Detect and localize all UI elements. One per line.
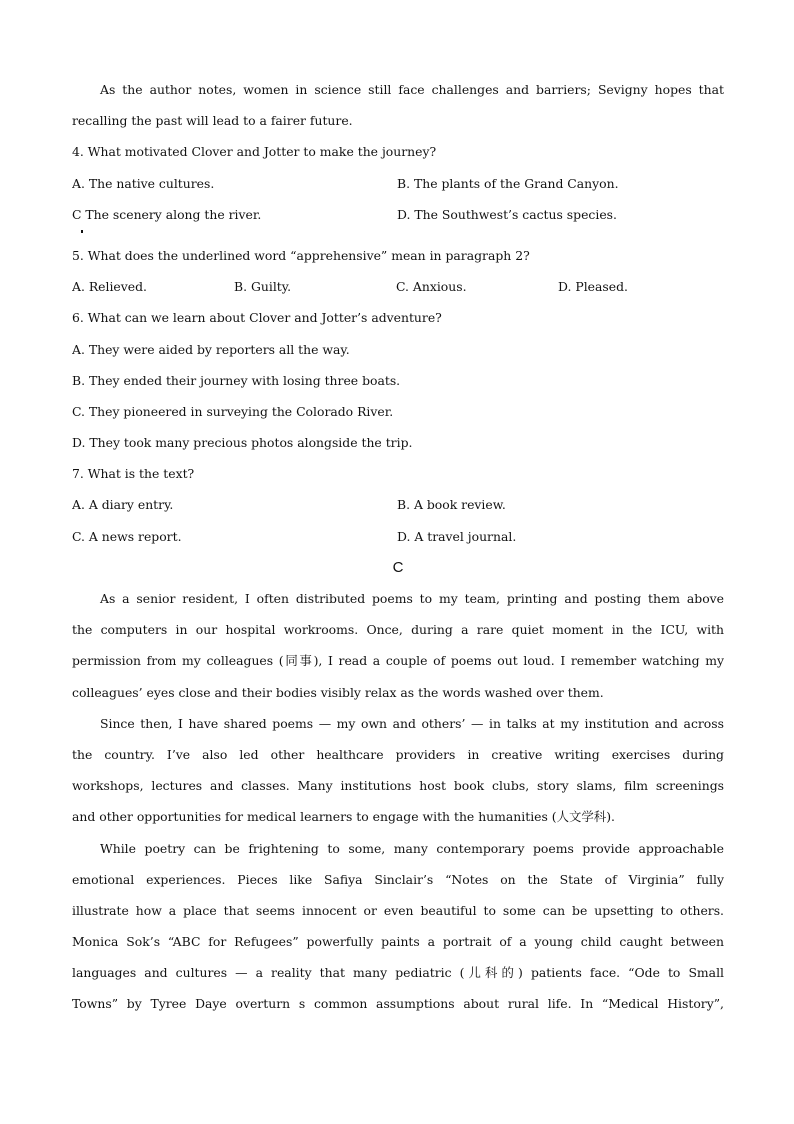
question-4-stem: 4. What motivated Clover and Jotter to make the journey? <box>72 144 437 160</box>
section-c-para-3-line-2: emotional experiences. Pieces like Safiya Sinclair’s “Notes on the State of Virginia” fully <box>72 871 724 887</box>
question-7-options-row-1 <box>72 489 724 520</box>
question-4-options-row-1 <box>72 168 724 199</box>
section-c-para-2-line-3: workshops, lectures and classes. Many institutions host book clubs, story slams, film screenings <box>72 778 724 794</box>
question-5-option-a[interactable]: A. Relieved. <box>72 279 147 295</box>
question-4-option-d[interactable]: D. The Southwest’s cactus species. <box>397 206 617 222</box>
section-c-title: C <box>392 558 404 576</box>
question-4-option-c[interactable]: C The scenery along the river. <box>72 206 262 222</box>
stray-dot <box>81 230 83 233</box>
question-5-option-d[interactable]: D. Pleased. <box>558 279 628 295</box>
question-6-option-d[interactable]: D. They took many precious photos alongside the trip. <box>72 435 413 451</box>
question-7-options-row-2 <box>72 521 724 552</box>
question-7-stem: 7. What is the text? <box>72 466 195 482</box>
question-7-option-d[interactable]: D. A travel journal. <box>397 528 517 544</box>
section-c-para-3-line-4: Monica Sok’s “ABC for Refugees” powerfully paints a portrait of a young child caught between <box>72 934 724 950</box>
question-4-option-b[interactable]: B. The plants of the Grand Canyon. <box>397 175 619 191</box>
question-5-stem: 5. What does the underlined word “apprehensive” mean in paragraph 2? <box>72 247 530 263</box>
section-c-para-3-line-3: illustrate how a place that seems innocent or even beautiful to some can be upsetting to others. <box>72 902 724 918</box>
question-6-option-b[interactable]: B. They ended their journey with losing three boats. <box>72 372 401 388</box>
section-c-para-1-line-1: As a senior resident, I often distributed poems to my team, printing and posting them above <box>100 591 724 606</box>
section-c-para-1-line-4: colleagues’ eyes close and their bodies visibly relax as the words washed over them. <box>72 684 604 700</box>
question-4-option-a[interactable]: A. The native cultures. <box>72 175 215 191</box>
passage-b-closing-line-1: As the author notes, women in science still face challenges and barriers; Sevigny hopes that <box>100 82 724 97</box>
section-c-para-3-line-1: While poetry can be frightening to some, many contemporary poems provide approachable <box>100 840 724 856</box>
section-c-para-2-line-1: Since then, I have shared poems — my own and others’ — in talks at my institution and across <box>100 715 724 731</box>
question-6-option-a[interactable]: A. They were aided by reporters all the way. <box>72 341 350 357</box>
document-page <box>72 74 724 1020</box>
question-7-option-a[interactable]: A. A diary entry. <box>72 497 174 513</box>
question-6-stem: 6. What can we learn about Clover and Jotter’s adventure? <box>72 310 442 326</box>
stray-mark <box>72 230 724 240</box>
section-c-para-1-line-3: permission from my colleagues (同事), I read a couple of poems out loud. I remember watching my <box>72 653 724 669</box>
question-7-option-c[interactable]: C. A news report. <box>72 528 182 544</box>
question-5-option-b[interactable]: B. Guilty. <box>234 279 292 295</box>
question-6-option-c[interactable]: C. They pioneered in surveying the Colorado River. <box>72 403 394 419</box>
question-7-option-b[interactable]: B. A book review. <box>397 497 506 513</box>
section-c-para-1-line-2: the computers in our hospital workrooms. Once, during a rare quiet moment in the ICU, with <box>72 622 724 638</box>
question-5-options-row <box>72 271 724 302</box>
question-4-options-row-2 <box>72 199 724 230</box>
passage-b-closing-line-2: recalling the past will lead to a fairer future. <box>72 113 353 129</box>
section-c-para-3-line-5: languages and cultures — a reality that many pediatric (儿科的) patients face. “Ode to Small <box>72 965 724 981</box>
section-c-para-2-line-2: the country. I’ve also led other healthcare providers in creative writing exercises during <box>72 746 724 762</box>
section-c-para-2-line-4: and other opportunities for medical learners to engage with the humanities (人文学科). <box>72 809 615 825</box>
section-c-para-3-line-6: Towns” by Tyree Daye overturn s common assumptions about rural life. In “Medical History”, <box>72 996 724 1012</box>
question-5-option-c[interactable]: C. Anxious. <box>396 279 467 295</box>
